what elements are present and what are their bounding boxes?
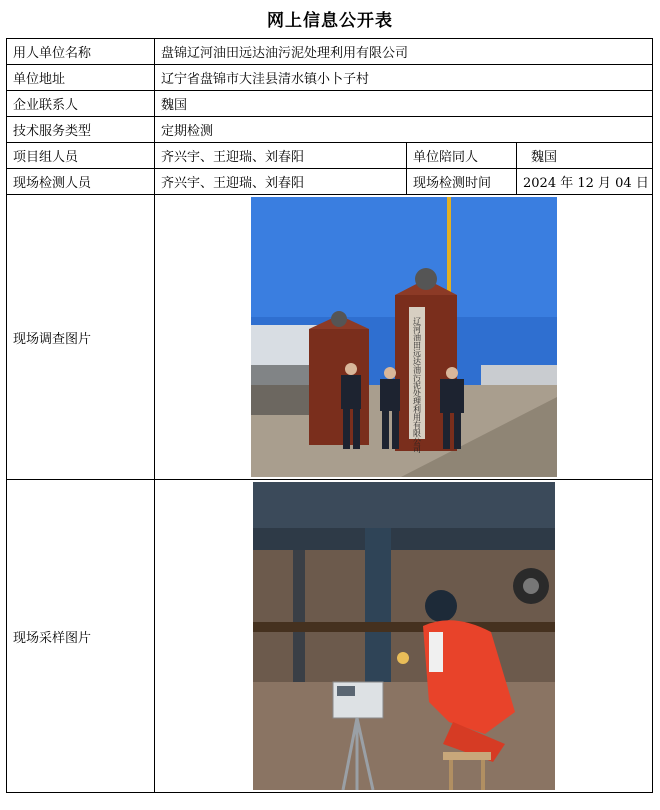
table-row [7, 91, 653, 117]
info-table [6, 38, 653, 793]
project-members-label: 项目组人员 [7, 143, 155, 169]
address-value: 辽宁省盘锦市大洼县清水镇小卜子村 [155, 65, 653, 91]
onsite-time-value: 2024 年 12 月 04 日 [517, 169, 653, 195]
table-row [7, 143, 653, 169]
accompany-value: 魏国 [517, 143, 653, 169]
service-type-label: 技术服务类型 [7, 117, 155, 143]
sampling-photo-cell [155, 480, 653, 793]
page-title: 网上信息公开表 [267, 11, 393, 31]
address-label: 单位地址 [7, 65, 155, 91]
table-row [7, 65, 653, 91]
survey-photo-label: 现场调查图片 [7, 195, 155, 480]
table-row [7, 195, 653, 480]
site-sampling-photo [253, 482, 555, 790]
onsite-time-label: 现场检测时间 [407, 169, 517, 195]
onsite-staff-label: 现场检测人员 [7, 169, 155, 195]
project-members-value: 齐兴宇、王迎瑞、刘春阳 [155, 143, 407, 169]
unit-name-value: 盘锦辽河油田远达油污泥处理利用有限公司 [155, 39, 653, 65]
service-type-value: 定期检测 [155, 117, 653, 143]
gate-sign-text: 辽河油田远达油污泥处理利用有限公司 [412, 317, 421, 453]
table-row [7, 117, 653, 143]
sampling-photo-label: 现场采样图片 [7, 480, 155, 793]
table-row [7, 39, 653, 65]
contact-value: 魏国 [155, 91, 653, 117]
unit-name-label: 用人单位名称 [7, 39, 155, 65]
site-survey-photo [251, 197, 557, 477]
onsite-staff-value: 齐兴宇、王迎瑞、刘春阳 [155, 169, 407, 195]
contact-label: 企业联系人 [7, 91, 155, 117]
table-row [7, 169, 653, 195]
table-row [7, 480, 653, 793]
accompany-label: 单位陪同人 [407, 143, 517, 169]
survey-photo-cell [155, 195, 653, 480]
